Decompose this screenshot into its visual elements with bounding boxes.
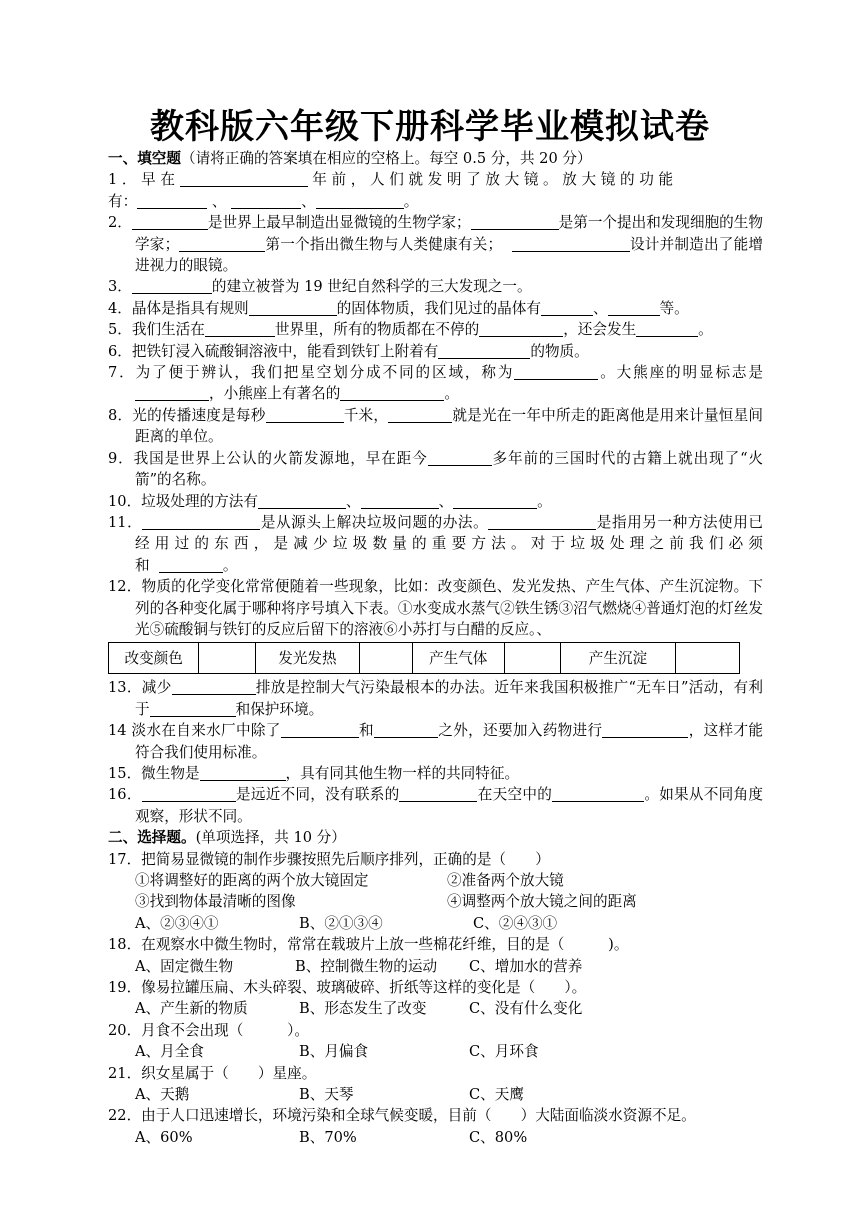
question-8: 8．光的传播速度是每秒 千米， 就是光在一年中所走的距离他是用来计量恒星间距离的单位。: [108, 406, 763, 446]
q22-options: [108, 1127, 763, 1148]
answer-blank[interactable]: [388, 407, 452, 423]
section-2-heading: 二、选择题。(单项选择，共 10 分）: [108, 829, 346, 847]
answer-blank[interactable]: [340, 385, 444, 401]
q21-options: [108, 1084, 763, 1105]
q17-options: [108, 913, 763, 934]
q19-options: [108, 998, 763, 1019]
question-21: 21．织女星属于（ ）星座。: [108, 1064, 317, 1082]
option-b[interactable]: B、形态发生了改变: [299, 1000, 427, 1018]
answer-blank[interactable]: [479, 321, 563, 337]
answer-blank[interactable]: [438, 343, 530, 359]
table-answer-cell[interactable]: [504, 643, 561, 674]
answer-blank[interactable]: [453, 493, 537, 509]
table-header-light-heat: 发光发热: [255, 643, 359, 674]
option-c[interactable]: C、增加水的营养: [469, 957, 583, 975]
answer-blank[interactable]: [541, 300, 593, 316]
answer-blank[interactable]: [179, 236, 265, 252]
answer-blank[interactable]: [266, 407, 344, 423]
answer-blank[interactable]: [200, 765, 286, 781]
answer-blank[interactable]: [180, 171, 308, 187]
question-14: 14 淡水在自来水厂中除了 和 之外，还要加入药物进行 ，这样才能符合我们使用标准。: [108, 722, 763, 761]
answer-blank[interactable]: [132, 278, 212, 294]
option-b[interactable]: B、月偏食: [299, 1043, 369, 1061]
answer-blank[interactable]: [608, 300, 660, 316]
answer-blank[interactable]: [231, 193, 301, 209]
step-1: ①将调整好的距离的两个放大镜固定: [135, 872, 369, 889]
table-answer-cell[interactable]: [199, 643, 256, 674]
question-4: 4．晶体是指具有规则 的固体物质，我们见过的晶体有 、 等。: [108, 299, 689, 317]
answer-blank[interactable]: [142, 786, 236, 802]
exam-content: [108, 148, 763, 1148]
question-22: 22．由于人口迅速增长，环境污染和全球气候变暖，目前（ ）大陆面临淡水资源不足。: [108, 1107, 696, 1125]
q17-steps-row-1: [108, 870, 763, 891]
question-10: 10．垃圾处理的方法有 、 、 。: [108, 492, 552, 510]
question-2: 2． 是世界上最早制造出显微镜的生物学家； 是第一个提出和发现细胞的生物学家； 第一个指出微生物与人类健康有关； 设计并制造出了能增进视力的眼镜。: [108, 214, 763, 275]
table-answer-cell[interactable]: [360, 643, 413, 674]
option-c[interactable]: C、没有什么变化: [469, 1000, 583, 1018]
question-15: 15．微生物是 ，具有同其他生物一样的共同特征。: [108, 764, 520, 782]
answer-blank[interactable]: [361, 493, 439, 509]
classification-table: [108, 642, 740, 674]
question-9: 9．我国是世界上公认的火箭发源地，早在距今 多年前的三国时代的古籍上就出现了“火箭”的名称。: [108, 449, 763, 489]
question-18: 18．在观察水中微生物时，常常在载玻片上放一些棉花纤维，目的是（ )。: [108, 936, 629, 954]
question-6: 6．把铁钉浸入硫酸铜溶液中，能看到铁钉上附着有 的物质。: [108, 342, 589, 360]
answer-blank[interactable]: [428, 450, 492, 466]
option-b[interactable]: B、70%: [299, 1128, 357, 1146]
answer-blank[interactable]: [514, 364, 598, 380]
option-b[interactable]: B、②①③④: [299, 914, 383, 932]
answer-blank[interactable]: [150, 701, 236, 717]
answer-blank[interactable]: [399, 786, 477, 802]
table-header-precipitate: 产生沉淀: [561, 643, 675, 674]
answer-blank[interactable]: [374, 722, 438, 738]
question-1: 1 ． 早 在 年 前 ， 人 们 就 发 明 了 放 大 镜 。 放 大 镜 的 功 能 有： 、 、 。: [108, 171, 674, 210]
question-11: 11． 是从源头上解决垃圾问题的办法。 是指用另一种方法使用已 经 用 过 的 东 西 ， 是 减 少 垃 圾 数 量 的 重 要 方 法 。 对 于 垃 圾 处 理 之 前 我 们 必 须和 。: [108, 513, 763, 574]
step-2: ②准备两个放大镜: [447, 872, 564, 889]
step-3: ③找到物体最清晰的图像: [135, 893, 296, 911]
q17-steps-row-2: [108, 891, 763, 912]
answer-blank[interactable]: [159, 557, 223, 573]
question-17: 17．把简易显微镜的制作步骤按照先后顺序排列，正确的是（ ）: [108, 850, 550, 868]
page-title: 教科版六年级下册科学毕业模拟试卷: [150, 107, 710, 147]
answer-blank[interactable]: [316, 193, 404, 209]
table-header-gas: 产生气体: [412, 643, 504, 674]
option-a[interactable]: A、月全食: [135, 1043, 204, 1061]
question-20: 20．月食不会出现（ ）。: [108, 1021, 309, 1039]
option-c[interactable]: C、80%: [469, 1128, 528, 1146]
section-1-heading: 一、填空题（请将正确的答案填在相应的空格上。每空 0.5 分，共 20 分）: [108, 150, 592, 167]
table-header-color-change: 改变颜色: [109, 643, 199, 674]
option-c[interactable]: C、月环食: [469, 1043, 539, 1061]
table-answer-cell[interactable]: [675, 643, 740, 674]
answer-blank[interactable]: [552, 786, 644, 802]
question-3: 3． 的建立被誉为 19 世纪自然科学的三大发现之一。: [108, 278, 532, 296]
answer-blank[interactable]: [132, 214, 208, 230]
option-a[interactable]: A、天鹅: [135, 1086, 190, 1104]
answer-blank[interactable]: [488, 514, 596, 530]
answer-blank[interactable]: [205, 321, 275, 337]
option-c[interactable]: C、天鹰: [469, 1086, 524, 1104]
answer-blank[interactable]: [512, 236, 630, 252]
option-b[interactable]: B、控制微生物的运动: [295, 957, 438, 975]
answer-blank[interactable]: [258, 493, 346, 509]
answer-blank[interactable]: [135, 385, 209, 401]
question-13: 13．减少 排放是控制大气污染最根本的办法。近年来我国积极推广“无车日”活动，有利于 和保护环境。: [108, 679, 763, 718]
option-a[interactable]: A、固定微生物: [135, 957, 234, 975]
option-b[interactable]: B、天琴: [299, 1086, 354, 1104]
answer-blank[interactable]: [636, 321, 698, 337]
question-16: 16． 是远近不同，没有联系的 在天空中的 。如果从不同角度观察，形状不同。: [108, 786, 763, 825]
answer-blank[interactable]: [281, 722, 359, 738]
q18-options: [108, 956, 763, 977]
q20-options: [108, 1041, 763, 1062]
question-12: 12．物质的化学变化常常便随着一些现象，比如：改变颜色、发光发热、产生气体、产生沉淀物。下列的各种变化属于哪种将序号填入下表。①水变成水蒸气②铁生锈③沼气燃烧④普通灯泡的灯丝发光⑤硫酸铜与铁钉的反应后留下的溶液⑥小苏打与白醋的反应。、: [108, 578, 763, 638]
question-19: 19．像易拉罐压扁、木头碎裂、玻璃破碎、折纸等这样的变化是（ ）。: [108, 979, 587, 997]
option-a[interactable]: A、产生新的物质: [135, 1000, 248, 1018]
answer-blank[interactable]: [602, 722, 688, 738]
answer-blank[interactable]: [137, 193, 207, 209]
step-4: ④调整两个放大镜之间的距离: [447, 893, 637, 911]
option-c[interactable]: C、②④③①: [473, 914, 558, 932]
answer-blank[interactable]: [471, 214, 559, 230]
answer-blank[interactable]: [142, 514, 260, 530]
question-5: 5．我们生活在 世界里，所有的物质都在不停的 ，还会发生 。: [108, 321, 713, 339]
answer-blank[interactable]: [172, 679, 256, 695]
option-a[interactable]: A、②③④①: [135, 914, 219, 932]
question-7: 7．为了便于辨认，我们把星空划分成不同的区域，称为 。大熊座的明显标志是，小熊座上有著名的 。: [108, 364, 763, 403]
table-row: [109, 643, 740, 674]
answer-blank[interactable]: [249, 300, 337, 316]
option-a[interactable]: A、60%: [135, 1128, 193, 1146]
